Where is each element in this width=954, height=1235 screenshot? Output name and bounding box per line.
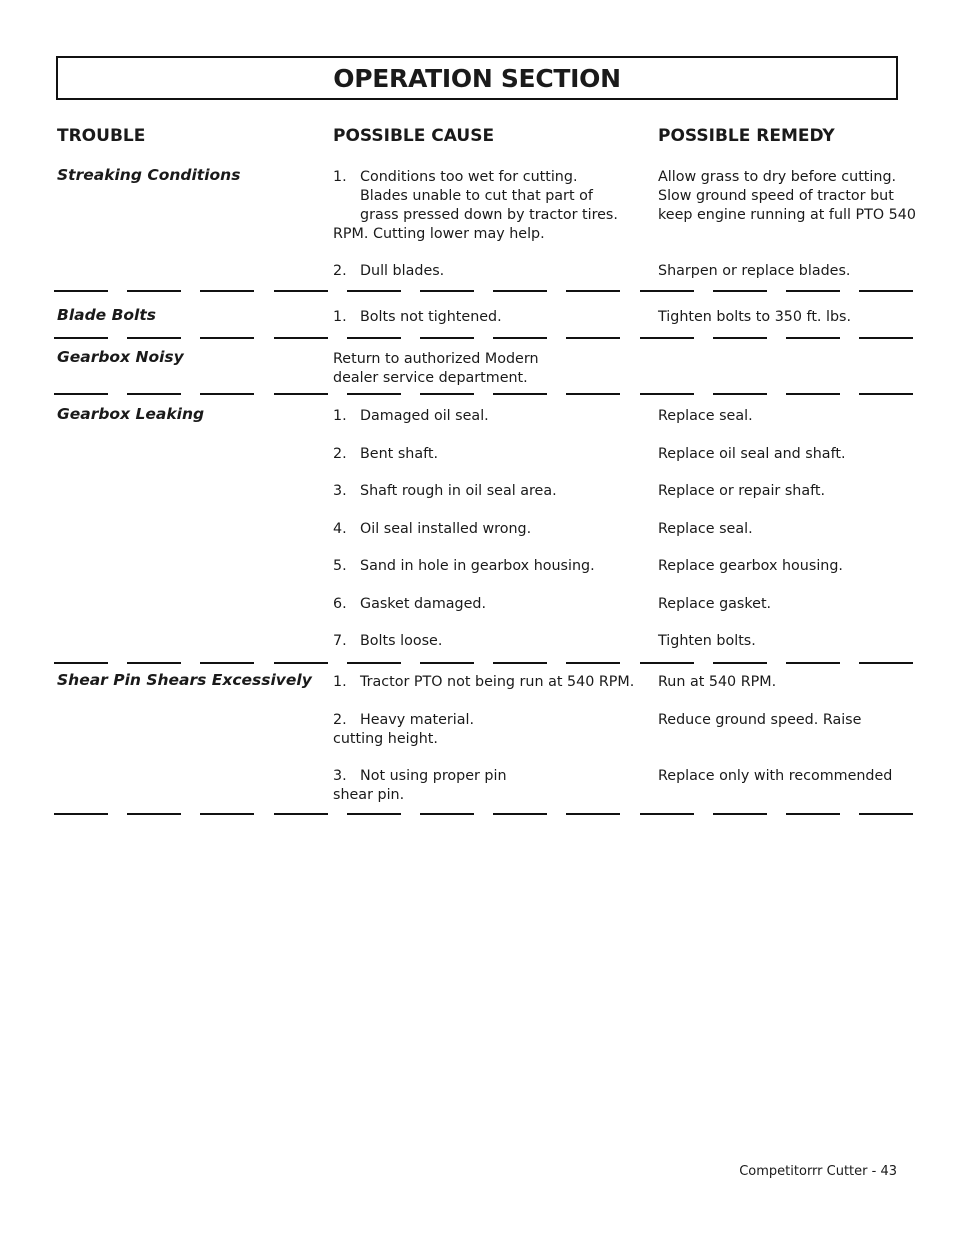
cause-gearbox-leaking-1 xyxy=(333,407,489,426)
cause-gearbox-noisy xyxy=(333,350,539,388)
cause-text: shear pin. xyxy=(333,787,405,803)
divider-dash xyxy=(493,290,547,292)
cause-text: Conditions too wet for cutting. xyxy=(360,169,578,185)
divider-dash xyxy=(200,337,254,339)
remedy-gearbox-leaking-6: Replace gasket. xyxy=(658,596,772,612)
cause-text: Not using proper pin xyxy=(360,768,507,784)
cause-text: Bolts loose. xyxy=(360,633,443,649)
remedy-streaking-1 xyxy=(658,168,916,225)
page-footer: Competitorrr Cutter - 43 xyxy=(739,1164,897,1179)
cause-shear-pin-3 xyxy=(333,767,507,805)
remedy-gearbox-leaking-3: Replace or repair shaft. xyxy=(658,483,826,499)
divider-dash xyxy=(347,813,401,815)
divider-dash xyxy=(274,662,328,664)
cause-shear-pin-2 xyxy=(333,711,474,749)
divider-dash xyxy=(200,662,254,664)
remedy-gearbox-leaking-4: Replace seal. xyxy=(658,521,753,537)
cause-number: 1. xyxy=(333,674,347,690)
divider-dash xyxy=(640,393,694,395)
cause-number: 1. xyxy=(333,169,347,185)
divider-dash xyxy=(54,662,108,664)
trouble-gearbox-noisy: Gearbox Noisy xyxy=(57,348,184,366)
cause-shear-pin-1 xyxy=(333,673,634,692)
remedy-text: Allow grass to dry before cutting. xyxy=(658,169,897,185)
cause-gearbox-leaking-2 xyxy=(333,445,438,464)
divider-dash xyxy=(200,290,254,292)
section-divider xyxy=(54,290,913,292)
trouble-streaking-conditions: Streaking Conditions xyxy=(57,166,241,184)
cause-number: 5. xyxy=(333,558,347,574)
cause-number: 2. xyxy=(333,712,347,728)
divider-dash xyxy=(54,813,108,815)
divider-dash xyxy=(127,662,181,664)
remedy-gearbox-leaking-1: Replace seal. xyxy=(658,408,753,424)
remedy-blade-bolts-1: Tighten bolts to 350 ft. lbs. xyxy=(658,309,852,325)
cause-gearbox-leaking-7 xyxy=(333,632,442,651)
trouble-gearbox-leaking: Gearbox Leaking xyxy=(57,405,205,423)
divider-dash xyxy=(566,813,620,815)
divider-dash xyxy=(493,393,547,395)
cause-number: 1. xyxy=(333,309,347,325)
divider-dash xyxy=(566,662,620,664)
cause-number: 6. xyxy=(333,596,347,612)
cause-text: Gasket damaged. xyxy=(360,596,487,612)
divider-dash xyxy=(347,290,401,292)
cause-gearbox-leaking-3 xyxy=(333,482,557,501)
cause-number: 7. xyxy=(333,633,347,649)
divider-dash xyxy=(200,813,254,815)
cause-text: Blades unable to cut that part of xyxy=(360,188,593,204)
divider-dash xyxy=(713,337,767,339)
page-title: OPERATION SECTION xyxy=(333,64,621,93)
divider-dash xyxy=(54,290,108,292)
divider-dash xyxy=(859,813,913,815)
divider-dash xyxy=(786,662,840,664)
divider-dash xyxy=(420,393,474,395)
divider-dash xyxy=(713,290,767,292)
header-trouble: TROUBLE xyxy=(57,126,146,146)
divider-dash xyxy=(420,813,474,815)
remedy-shear-pin-1: Run at 540 RPM. xyxy=(658,674,777,690)
cause-number: 3. xyxy=(333,768,347,784)
divider-dash xyxy=(566,290,620,292)
divider-dash xyxy=(786,813,840,815)
header-possible-cause: POSSIBLE CAUSE xyxy=(333,126,495,146)
divider-dash xyxy=(420,662,474,664)
remedy-gearbox-leaking-5: Replace gearbox housing. xyxy=(658,558,843,574)
divider-dash xyxy=(859,290,913,292)
divider-dash xyxy=(274,393,328,395)
cause-number: 2. xyxy=(333,446,347,462)
divider-dash xyxy=(493,662,547,664)
divider-dash xyxy=(859,393,913,395)
cause-blade-bolts-1 xyxy=(333,308,502,327)
cause-text: Heavy material. xyxy=(360,712,474,728)
cause-text: dealer service department. xyxy=(333,370,528,386)
divider-dash xyxy=(640,813,694,815)
divider-dash xyxy=(347,662,401,664)
remedy-shear-pin-2: Reduce ground speed. Raise xyxy=(658,712,862,728)
remedy-text: Slow ground speed of tractor but xyxy=(658,188,894,204)
cause-streaking-1 xyxy=(333,168,618,244)
divider-dash xyxy=(200,393,254,395)
divider-dash xyxy=(640,662,694,664)
cause-streaking-2 xyxy=(333,262,444,281)
cause-text: grass pressed down by tractor tires. xyxy=(360,207,618,223)
header-possible-remedy: POSSIBLE REMEDY xyxy=(658,126,835,146)
cause-text: Oil seal installed wrong. xyxy=(360,521,532,537)
divider-dash xyxy=(493,813,547,815)
cause-gearbox-leaking-6 xyxy=(333,595,486,614)
cause-gearbox-leaking-5 xyxy=(333,557,595,576)
divider-dash xyxy=(640,337,694,339)
remedy-gearbox-leaking-7: Tighten bolts. xyxy=(658,633,756,649)
cause-text: Shaft rough in oil seal area. xyxy=(360,483,557,499)
divider-dash xyxy=(786,393,840,395)
divider-dash xyxy=(54,337,108,339)
cause-text: Return to authorized Modern xyxy=(333,351,539,367)
divider-dash xyxy=(566,393,620,395)
cause-text: Bolts not tightened. xyxy=(360,309,502,325)
divider-dash xyxy=(274,337,328,339)
cause-number: 4. xyxy=(333,521,347,537)
divider-dash xyxy=(566,337,620,339)
divider-dash xyxy=(54,393,108,395)
remedy-text: keep engine running at full PTO 540 xyxy=(658,207,916,223)
divider-dash xyxy=(713,393,767,395)
divider-dash xyxy=(786,290,840,292)
section-divider xyxy=(54,813,913,815)
divider-dash xyxy=(713,813,767,815)
divider-dash xyxy=(493,337,547,339)
remedy-gearbox-leaking-2: Replace oil seal and shaft. xyxy=(658,446,846,462)
trouble-blade-bolts: Blade Bolts xyxy=(57,306,157,324)
divider-dash xyxy=(127,290,181,292)
section-divider xyxy=(54,337,913,339)
section-divider xyxy=(54,393,913,395)
divider-dash xyxy=(274,290,328,292)
divider-dash xyxy=(786,337,840,339)
title-box xyxy=(56,56,898,100)
divider-dash xyxy=(420,290,474,292)
cause-number: 3. xyxy=(333,483,347,499)
cause-text: cutting height. xyxy=(333,731,438,747)
cause-text: Sand in hole in gearbox housing. xyxy=(360,558,595,574)
cause-gearbox-leaking-4 xyxy=(333,520,531,539)
divider-dash xyxy=(713,662,767,664)
remedy-shear-pin-3: Replace only with recommended xyxy=(658,768,893,784)
cause-number: 2. xyxy=(333,263,347,279)
divider-dash xyxy=(347,393,401,395)
divider-dash xyxy=(859,337,913,339)
trouble-shear-pin: Shear Pin Shears Excessively xyxy=(57,671,312,689)
cause-number: 1. xyxy=(333,408,347,424)
divider-dash xyxy=(347,337,401,339)
divider-dash xyxy=(859,662,913,664)
divider-dash xyxy=(640,290,694,292)
divider-dash xyxy=(127,813,181,815)
cause-text: Dull blades. xyxy=(360,263,445,279)
divider-dash xyxy=(127,393,181,395)
cause-text: Bent shaft. xyxy=(360,446,439,462)
cause-text: Tractor PTO not being run at 540 RPM. xyxy=(360,674,635,690)
section-divider xyxy=(54,662,913,664)
remedy-streaking-2: Sharpen or replace blades. xyxy=(658,263,851,279)
cause-text: RPM. Cutting lower may help. xyxy=(333,226,545,242)
divider-dash xyxy=(127,337,181,339)
cause-text: Damaged oil seal. xyxy=(360,408,489,424)
divider-dash xyxy=(274,813,328,815)
divider-dash xyxy=(420,337,474,339)
